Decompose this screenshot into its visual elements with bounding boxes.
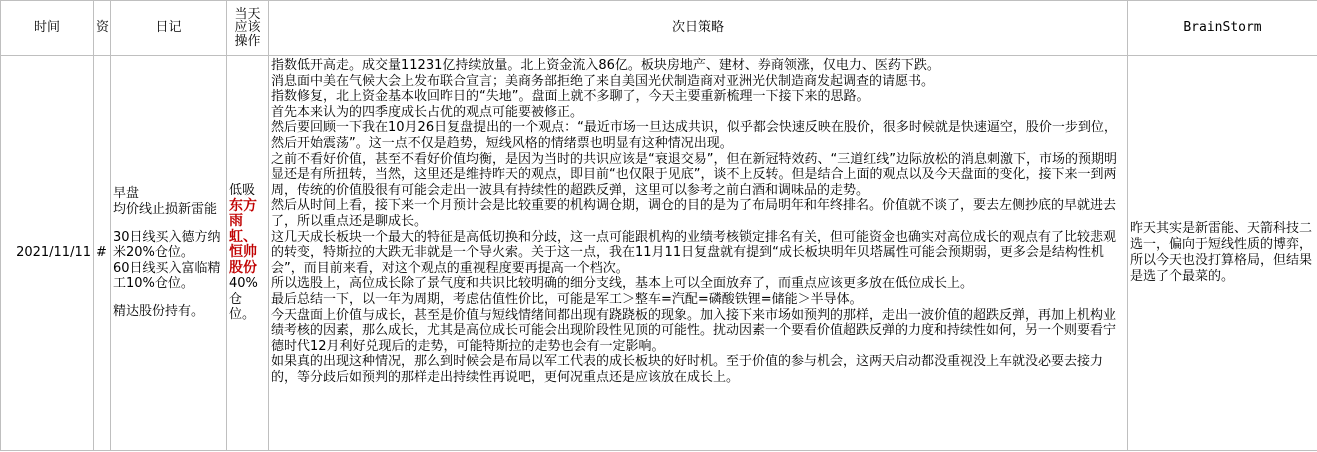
date-cell[interactable]: 2021/11/11 xyxy=(1,56,94,451)
strategy-paragraph: 如果真的出现这种情况，那么到时候会是布局以军工代表的成长板块的好时机。至于价值的参与机会，这两天启动都没重视没上车就没必要去接力的，等分歧后如预判的那样走出持续性再说吧，更何况重点还是应该放在成长上。 xyxy=(271,354,1104,385)
operation-suffix: 40%仓位。 xyxy=(229,276,258,323)
header-strategy[interactable]: 次日策略 xyxy=(269,1,1128,56)
diary-line: 早盘 xyxy=(113,186,140,202)
strategy-paragraph: 指数修复，北上资金基本收回昨日的“失地”。盘面上就不多聊了，今天主要重新梳理一下接下来的思路。 xyxy=(271,89,870,105)
stock-name-1: 东方雨虹 xyxy=(229,197,257,245)
diary-cell[interactable] xyxy=(111,56,227,451)
stock-separator: 、 xyxy=(243,228,257,245)
diary-line: 精达股份持有。 xyxy=(113,303,205,319)
stock-name-2: 恒帅股份 xyxy=(229,244,257,276)
strategy-paragraph: 然后从时间上看，接下来一个月预计会是比较重要的机构调仓期，调仓的目的是为了布局明年和年终排名。价值就不谈了，要去左侧抄底的早就进去了，所以重点还是聊成长。 xyxy=(271,198,1117,229)
strategy-paragraph: 指数低开高走。成交量11231亿持续放量。北上资金流入86亿。板块房地产、建材、券商领涨，仅电力、医药下跌。 xyxy=(271,58,940,73)
operation-cell[interactable] xyxy=(227,56,269,451)
strategy-paragraph: 之前不看好价值，甚至不看好价值均衡，是因为当时的共识应该是“衰退交易”，但在新冠特效药、“三道红线”边际放松的消息刺激下，市场的预期明显还是有所扭转，当然，这里还是维持昨天的观点，即目前“也仅限于见底”，谈不上反转。但是结合上面的观点以及今天盘面的变化，接下来一到两周，传统的价值股很有可能会走出一波具有持续性的超跌反弹，这里可以参考之前白酒和调味品的走势。 xyxy=(271,151,1117,198)
strategy-paragraph: 消息面中美在气候大会上发布联合宣言；美商务部拒绝了来自美国光伏制造商对亚洲光伏制造商发起调查的请愿书。 xyxy=(271,73,935,89)
diary-line: 60日线买入富临精工10%仓位。 xyxy=(113,260,221,292)
diary-line: 30日线买入德方纳米20%仓位。 xyxy=(113,229,221,261)
strategy-paragraph: 所以选股上，高位成长除了景气度和共识比较明确的细分支线，基本上可以全面放弃了，而重点应该更多放在低位成长上。 xyxy=(271,276,974,292)
header-diary[interactable]: 日记 xyxy=(111,1,227,56)
strategy-paragraph: 首先本来认为的四季度成长占优的观点可能要被修正。 xyxy=(271,104,584,120)
strategy-cell[interactable] xyxy=(269,56,1128,451)
table-row xyxy=(1,56,1317,451)
operation-prefix: 低吸 xyxy=(229,183,256,199)
zi-cell[interactable]: # xyxy=(94,56,111,451)
header-operation[interactable]: 当天应该操作 xyxy=(227,1,269,56)
header-row xyxy=(1,1,1317,56)
strategy-paragraph: 最后总结一下，以一年为周期，考虑估值性价比，可能是军工＞整车=汽配=磷酸铁锂=储能＞半导体。 xyxy=(271,291,863,307)
strategy-paragraph: 然后要回顾一下我在10月26日复盘提出的一个观点：“最近市场一旦达成共识，似乎都会快速反映在股价，很多时候就是快速逼空，股价一步到位，然后开始震荡”。这一点不仅是趋势，短线风格的情绪票也明显有这种情况出现。 xyxy=(271,120,1117,151)
diary-line: 均价线止损新雷能 xyxy=(113,202,218,218)
header-time[interactable]: 时间 xyxy=(1,1,94,56)
strategy-paragraph: 今天盘面上价值与成长，甚至是价值与短线情绪间都出现有跷跷板的现象。加入接下来市场如预判的那样，走出一波价值的超跌反弹，再加上机构业绩考核的因素，那么成长，尤其是高位成长可能会出现阶段性见顶的可能性。扰动因素一个要看价值超跌反弹的力度和持续性如何，另一个则要看宁德时代12月利好兑现后的走势，可能特斯拉的走势也会有一定影响。 xyxy=(271,307,1117,354)
header-brainstorm[interactable]: BrainStorm xyxy=(1128,1,1317,56)
brainstorm-cell[interactable]: 昨天其实是新雷能、天箭科技二选一，偏向于短线性质的博弈，所以今天也没打算格局，但结果是选了个最菜的。 xyxy=(1128,56,1317,451)
header-zi[interactable]: 资 xyxy=(94,1,111,56)
strategy-paragraph: 这几天成长板块一个最大的特征是高低切换和分歧，这一点可能跟机构的业绩考核锁定排名有关，但可能资金也确实对高位成长的观点有了比较悲观的转变，特斯拉的大跌无非就是一个导火索。关于这一点，我在11月11日复盘就有提到“成长板块明年贝塔属性可能会预期弱，更多会是结构性机会”，而目前来看，对这个观点的重视程度要再提高一个档次。 xyxy=(271,229,1117,276)
